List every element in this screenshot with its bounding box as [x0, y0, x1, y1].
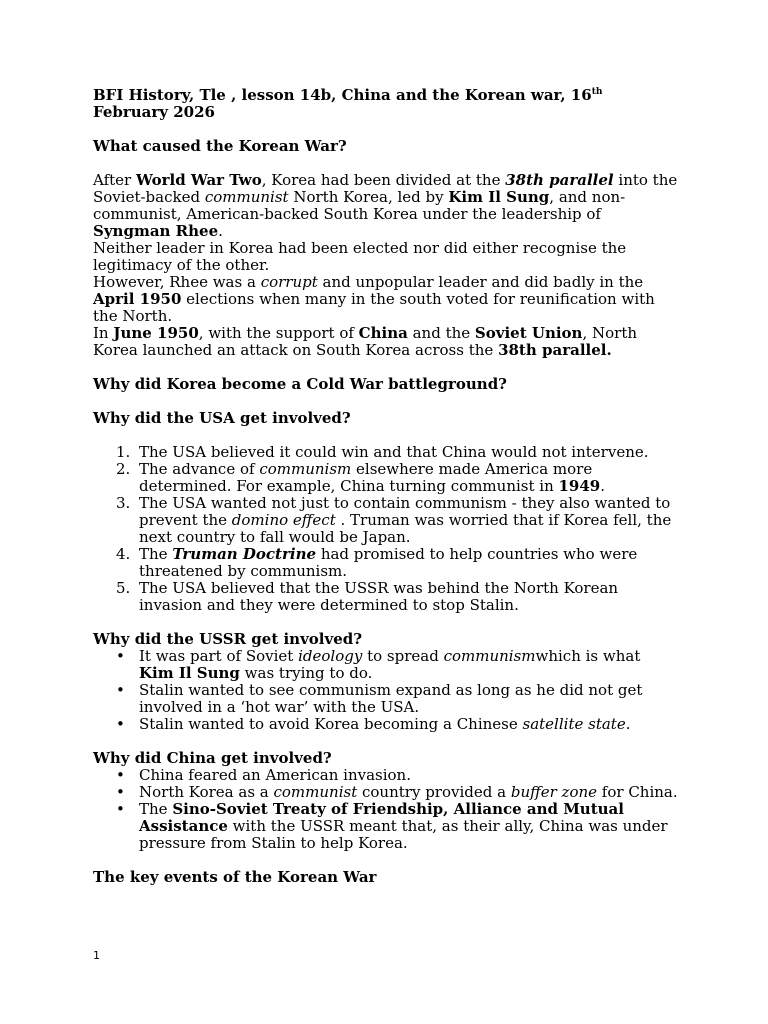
ussr-reasons-list [93, 648, 678, 733]
paragraph-rhee: However, Rhee was a corrupt and unpopular leader and did badly in the April 1950 elections when many in the south voted for reunification with the North. [93, 273, 655, 325]
heading-cold-war-battleground: Why did Korea become a Cold War battleground? [93, 375, 507, 393]
list-item: • Stalin wanted to see communism expand as long as he did not get involved in a ‘hot war’ with the USA. [139, 682, 678, 716]
heading-ussr-involved: Why did the USSR get involved? [93, 630, 363, 648]
list-item: • North Korea as a communist country provided a buffer zone for China. [139, 784, 678, 801]
document-page [93, 87, 678, 886]
heading-causes: What caused the Korean War? [93, 137, 347, 155]
list-item: • It was part of Soviet ideology to spread communismwhich is what Kim Il Sung was trying to do. [139, 648, 678, 682]
list-item: • Stalin wanted to avoid Korea becoming a Chinese satellite state. [139, 716, 678, 733]
document-title: BFI History, Tle , lesson 14b, China and the Korean war, 16th February 2026 [93, 86, 603, 121]
list-item: • The Sino-Soviet Treaty of Friendship, Alliance and Mutual Assistance with the USSR meant that, as their ally, China was under pressure from Stalin to help Korea. [139, 801, 678, 852]
list-item: The USA wanted not just to contain communism - they also wanted to prevent the domino effect . Truman was worried that if Korea fell, the next country to fall would be Japan. [139, 494, 672, 546]
usa-reasons-list [93, 444, 678, 614]
list-item: • China feared an American invasion. [139, 767, 678, 784]
heading-key-events: The key events of the Korean War [93, 868, 377, 886]
heading-china-involved: Why did China get involved? [93, 749, 332, 767]
china-reasons-list [93, 767, 678, 852]
list-item: The advance of communism elsewhere made America more determined. For example, China turning communist in 1949. [139, 460, 606, 495]
heading-usa-involved: Why did the USA get involved? [93, 409, 351, 427]
page-number: 1 [93, 949, 100, 962]
list-item: The USA believed it could win and that China would not intervene. [139, 443, 649, 461]
list-item: The USA believed that the USSR was behind the North Korean invasion and they were determined to stop Stalin. [139, 579, 619, 614]
paragraph-attack: In June 1950, with the support of China and the Soviet Union, North Korea launched an attack on South Korea across the 38th parallel. [93, 324, 638, 359]
paragraph-legitimacy: Neither leader in Korea had been elected nor did either recognise the legitimacy of the other. [93, 239, 627, 274]
paragraph-division: After World War Two, Korea had been divided at the 38th parallel into the Soviet-backed communist North Korea, led by Kim Il Sung, and non-communist, American-backed South Korea under the leadership of Syngman Rhee. [93, 171, 678, 240]
list-item: The Truman Doctrine had promised to help countries who were threatened by communism. [139, 545, 638, 580]
